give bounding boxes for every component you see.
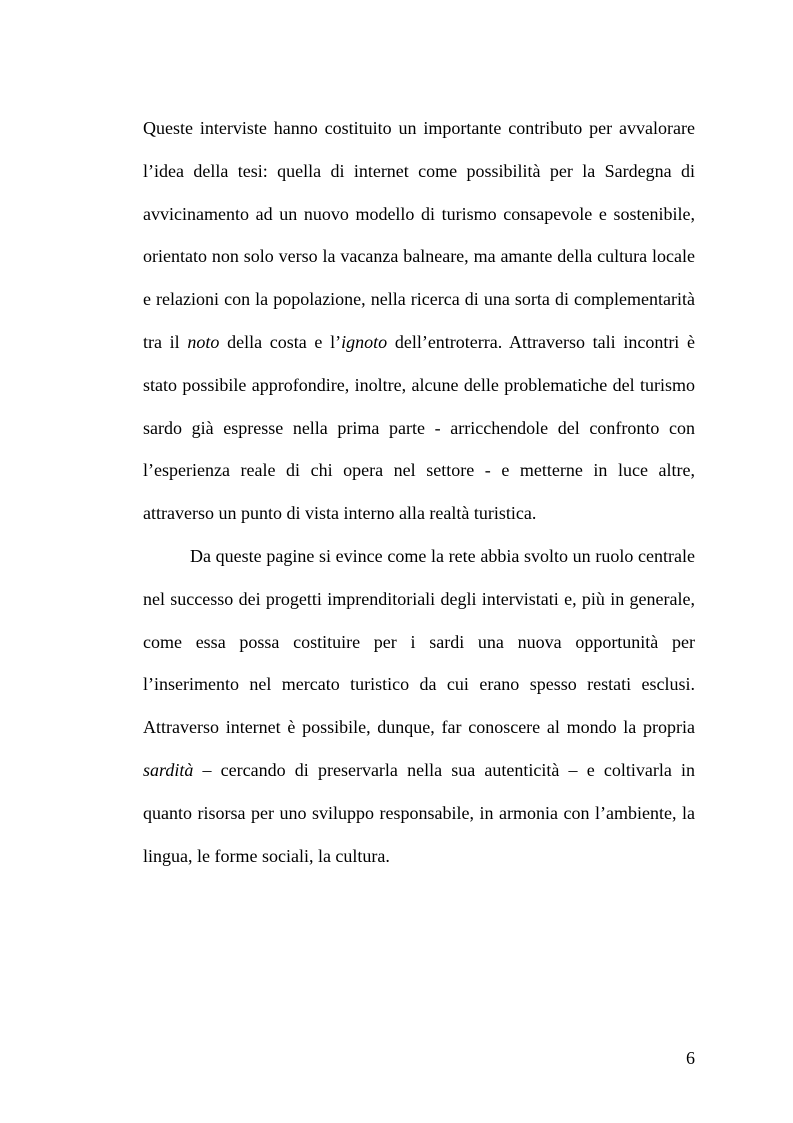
body-text	[143, 107, 695, 877]
page-number: 6	[686, 1048, 695, 1068]
paragraph-1-italic-noto: noto	[187, 331, 220, 352]
paragraph-2	[143, 535, 695, 877]
paragraph-2-text-2: – cercando di preservarla nella sua autenticità – e coltivarla in quanto risorsa per uno sviluppo responsabile, in armonia con l’ambiente, la lingua, le forme sociali, la cultura.	[143, 759, 695, 866]
paragraph-1-text-2: della costa e l’	[219, 331, 342, 352]
paragraph-1-text-1: Queste interviste hanno costituito un importante contributo per avvalorare l’idea della tesi: quella di internet come possibilità per la Sardegna di avvicinamento ad un nuovo modello di turismo consapevole e sostenibile, orientato non solo verso la vacanza balneare, ma amante della cultura locale e relazioni con la popolazione, nella ricerca di una sorta di complementarità tra il	[143, 118, 695, 352]
paragraph-1	[143, 107, 695, 535]
paragraph-2-italic-sardita: sardità	[143, 759, 194, 780]
paragraph-2-text-1: Da queste pagine si evince come la rete abbia svolto un ruolo centrale nel successo dei progetti imprenditoriali degli intervistati e, più in generale, come essa possa costituire per i sardi una nuova opportunità per l’inserimento nel mercato turistico da cui erano spesso restati esclusi. Attraverso internet è possibile, dunque, far conoscere al mondo la propria	[143, 545, 695, 738]
paragraph-1-text-3: dell’entroterra. Attraverso tali incontri è stato possibile approfondire, inoltre, alcune delle problematiche del turismo sardo già espresse nella prima parte - arricchendole del confronto con l’esperienza reale di chi opera nel settore - e metterne in luce altre, attraverso un punto di vista interno alla realtà turistica.	[143, 331, 695, 524]
paragraph-1-italic-ignoto: ignoto	[341, 331, 388, 352]
